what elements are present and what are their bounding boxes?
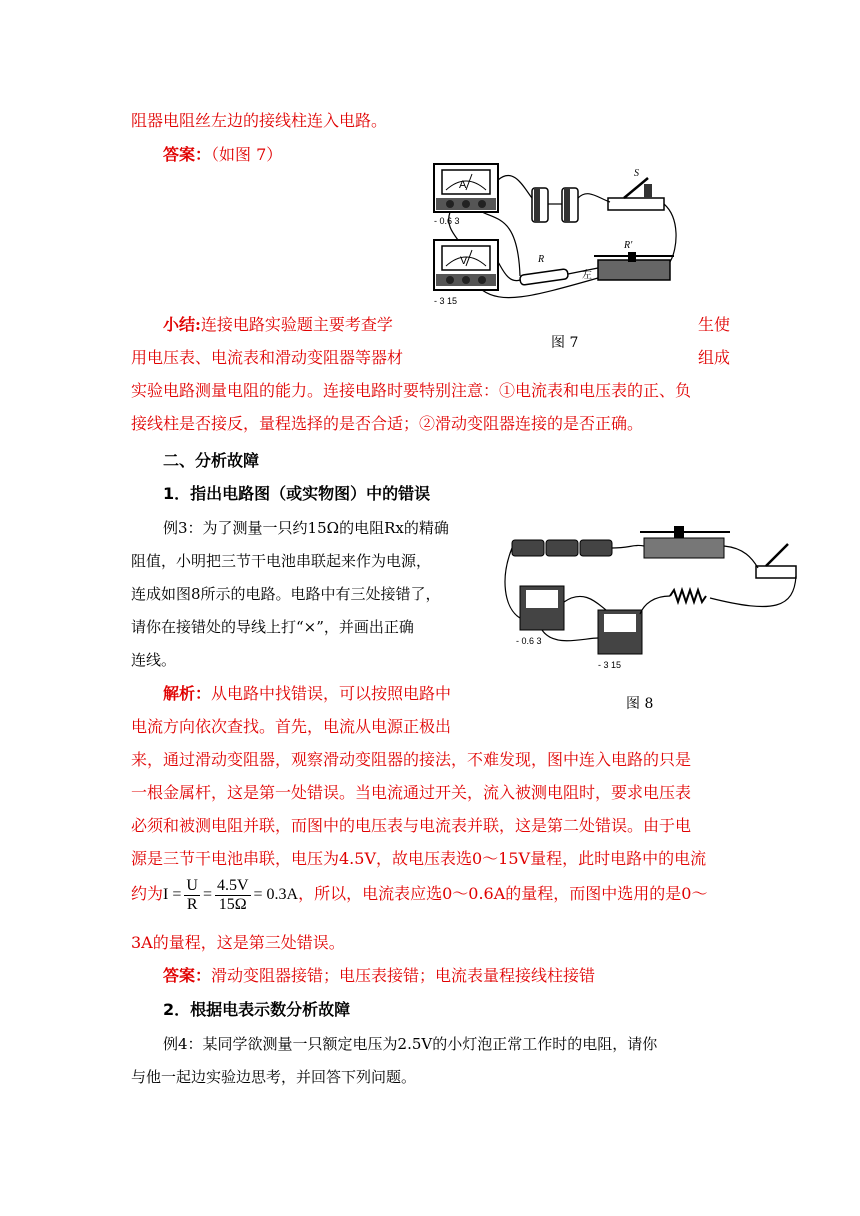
analysis-text-g-post: ，所以，电流表应选0～0.6A的量程，而图中选用的是0～ [298, 884, 708, 903]
summary-label: 小结: [163, 315, 201, 334]
summary-text-a-right: 生使 [697, 315, 730, 334]
summary-line-2 [131, 347, 730, 369]
example3-line-3: 连成如图8所示的电路。电路中有三处接错了， [131, 585, 441, 603]
example3-line-1: 例3：为了测量一只约15Ω的电阻Rx的精确 [163, 519, 449, 537]
resistor [670, 590, 706, 602]
analysis-line-5: 必须和被测电阻并联，而图中的电压表与电流表并联，这是第二处错误。由于电 [131, 816, 692, 835]
example3-line-5: 连线。 [131, 651, 177, 669]
subsection-heading-1: 1．指出电路图（或实物图）中的错误 [163, 484, 431, 503]
subsection-heading-2: 2．根据电表示数分析故障 [163, 1000, 351, 1019]
summary-line-1 [163, 314, 730, 336]
answer2-label: 答案： [163, 966, 212, 985]
formula-u: U [186, 876, 198, 894]
formula-fraction-ur [184, 877, 200, 914]
answer2-text: 滑动变阻器接错；电压表接错；电流表量程接线柱接错 [211, 966, 596, 985]
formula-fraction-values [215, 877, 251, 914]
formula-r: R [186, 895, 198, 913]
ammeter-letter: A [459, 179, 467, 191]
answer-text: （如图 7） [211, 145, 283, 164]
analysis-line-1 [163, 683, 451, 705]
ammeter-scale: - 0.6 3 [434, 216, 460, 226]
voltmeter-scale: - 3 15 [598, 660, 622, 670]
battery-pack [512, 540, 612, 556]
analysis-line-3: 来，通过滑动变阻器，观察滑动变阻器的接法，不难发现，图中连入电路的只是 [131, 750, 692, 769]
answer2-line [163, 965, 595, 987]
switch-label: S [634, 168, 639, 179]
rheostat-label: R' [624, 240, 633, 251]
text-line: 阻器电阻丝左边的接线柱连入电路。 [131, 111, 388, 130]
answer-line [163, 144, 282, 166]
example3-line-4: 请你在接错处的导线上打“×”，并画出正确 [131, 618, 414, 636]
example3-line-2: 阻值，小明把三节干电池串联起来作为电源， [131, 552, 432, 570]
analysis-line-6: 源是三节干电池串联，电压为4.5V，故电压表选0～15V量程，此时电路中的电流 [131, 849, 707, 868]
summary-line-4: 接线柱是否接反，量程选择的是否合适；②滑动变阻器连接的是否正确。 [131, 414, 644, 433]
analysis-line-7 [131, 876, 707, 914]
resistor-label: R [538, 254, 545, 265]
example4-line-1: 例4：某同学欲测量一只额定电压为2.5V的小灯泡正常工作时的电阻，请你 [163, 1035, 658, 1053]
summary-line-3: 实验电路测量电阻的能力。连接电路时要特别注意：①电流表和电压表的正、负 [131, 381, 692, 400]
analysis-text-a: 从电路中找错误，可以按照电路中 [211, 684, 452, 703]
example4-line-2: 与他一起边实验边思考，并回答下列问题。 [131, 1068, 417, 1086]
figure-8-circuit [494, 518, 806, 678]
summary-text-b: 用电压表、电流表和滑动变阻器等器材 [131, 348, 404, 367]
ammeter-scale: - 0.6 3 [516, 636, 542, 646]
rheostat [644, 538, 724, 558]
voltmeter-letter: V [460, 255, 468, 267]
analysis-label: 解析： [163, 684, 212, 703]
formula-i: I = [163, 886, 182, 903]
analysis-line-8: 3A的量程，这是第三处错误。 [131, 933, 345, 952]
formula-num: 4.5V [216, 876, 249, 894]
summary-text-b-right: 组成 [697, 348, 730, 367]
switch-base [608, 198, 664, 210]
figure-7-caption: 图 7 [551, 335, 579, 351]
formula-eq: = [202, 886, 212, 903]
section-heading: 二、分析故障 [163, 451, 260, 470]
resistor [520, 269, 569, 286]
formula-result: = 0.3A [253, 886, 299, 903]
switch [756, 566, 796, 578]
figure-8-caption: 图 8 [626, 696, 654, 712]
formula-den: 15Ω [218, 895, 247, 913]
analysis-line-2: 电流方向依次查找。首先，电流从电源正极出 [131, 717, 452, 736]
summary-text-a: 连接电路实验题主要考查学 [200, 315, 393, 334]
rheostat [598, 260, 670, 280]
answer-label: 答案： [163, 145, 212, 164]
analysis-line-4: 一根金属杆，这是第一处错误。当电流通过开关，流入被测电阻时，要求电压表 [131, 783, 692, 802]
left-label: 左 [582, 270, 592, 281]
analysis-text-g-pre: 约为 [131, 884, 164, 903]
voltmeter-scale: - 3 15 [434, 296, 458, 306]
figure-7-circuit [428, 158, 686, 318]
